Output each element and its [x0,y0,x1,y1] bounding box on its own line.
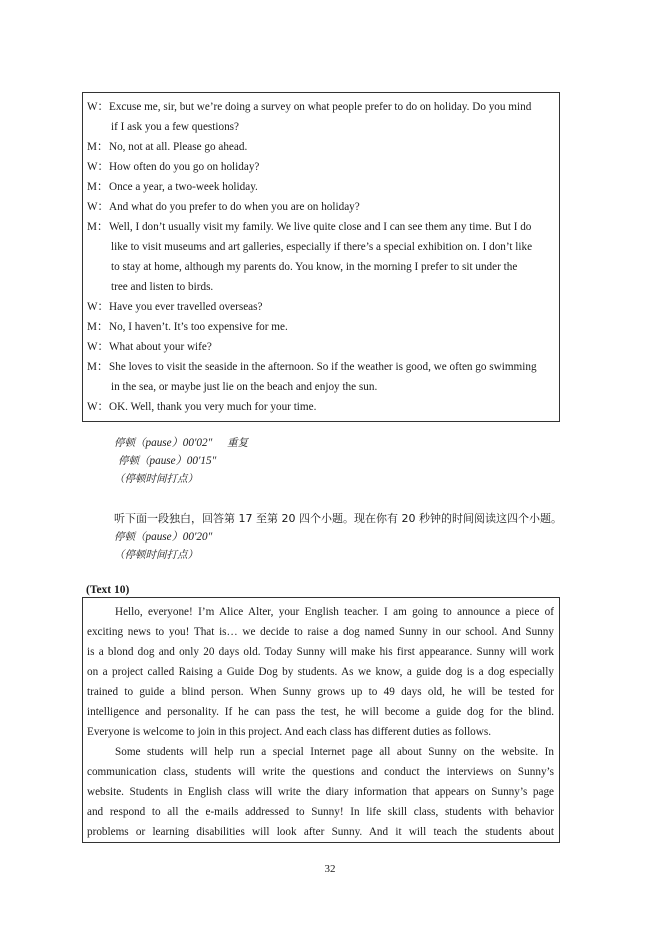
speaker-label: W： [87,401,109,413]
passage-line: is a blond dog and only 20 days old. Today Sunny will make his first appearance. Sunny will work [87,646,554,658]
dialogue-line: Have you ever travelled overseas? [109,301,263,313]
speaker-label: M： [87,321,109,333]
dialogue-line: Once a year, a two-week holiday. [109,181,258,193]
speaker-label: M： [87,361,109,373]
speaker-label: M： [87,181,109,193]
passage-line: and respond to all the e-mails addressed to Sunny! In life skill class, students with behavior [87,806,554,818]
dialogue-line: tree and listen to birds. [111,281,214,293]
passage-line: Some students will help run a special Internet page all about Sunny on the website. In [115,746,554,758]
dialogue-line: to stay at home, although my parents do. You know, in the morning I prefer to sit under the [111,261,518,273]
speaker-label: W： [87,341,109,353]
dialogue-line: Excuse me, sir, but we’re doing a survey on what people prefer to do on holiday. Do you mind [109,101,532,113]
passage-line: intelligence and personality. If he can pass the test, he will become a guide dog for the blind. [87,706,554,718]
dialogue-line: OK. Well, thank you very much for your time. [109,401,317,413]
tick-note-text: （停顿时间打点） [114,549,198,561]
tick-note [114,472,198,486]
speaker-label: M： [87,221,109,233]
instruction-text [114,512,562,526]
speaker-label: W： [87,101,109,113]
speaker-label: W： [87,161,109,173]
dialogue-line: And what do you prefer to do when you are on holiday? [109,201,360,213]
dialogue-line: No, I haven’t. It’s too expensive for me. [109,321,288,333]
pause-note [114,530,212,544]
passage-line: Hello, everyone! I’m Alice Alter, your English teacher. I am going to announce a piece of [115,606,554,618]
dialogue-line: No, not at all. Please go ahead. [109,141,248,153]
passage-line: Everyone is welcome to join in this project. And each class has different duties as follows. [87,726,492,738]
speaker-label: M： [87,141,109,153]
passage-line: website. Students in English class will write the diary information that appears on Sunny’s page [87,786,554,798]
passage-line: communication class, students will write the questions and conduct the interviews on Sunny’s [87,766,554,778]
pause-note-time: ）00′15″ [175,455,217,467]
speaker-label: W： [87,201,109,213]
dialogue-line: like to visit museums and art galleries, especially if there’s a special exhibition on. I don’t like [111,241,533,253]
passage-line: on a project called Raising a Guide Dog by students. As we know, a guide dog is a dog especially [87,666,554,678]
dialogue-line: How often do you go on holiday? [109,161,260,173]
section-title: (Text 10) [86,584,130,596]
passage-line: trained to guide a blind person. When Sunny grows up to 49 days old, he will be tested for [87,686,554,698]
passage-line: exciting news to you! That is… we decide to raise a dog named Sunny in our school. And Sunny [87,626,554,638]
dialogue-line: Well, I don’t usually visit my family. We live quite close and I can see them any time. But I do [109,221,532,233]
tick-note-text: （停顿时间打点） [114,473,198,485]
passage-line: problems or learning disabilities will look after Sunny. And it will teach the students about [87,826,554,838]
pause-note-time: ）00′02″ [171,437,213,449]
pause-note-en: pause [145,531,172,543]
speaker-label: W： [87,301,109,313]
dialogue-line: in the sea, or maybe just lie on the beach and enjoy the sun. [111,381,378,393]
dialogue-line: She loves to visit the seaside in the afternoon. So if the weather is good, we often go swimming [109,361,537,373]
pause-note-prefix: 停顿（ [118,455,150,467]
pause-note [114,436,248,450]
pause-note [118,454,216,468]
tick-note [114,548,198,562]
dialogue-line: if I ask you a few questions? [111,121,240,133]
page-number: 32 [324,863,336,875]
instruction-content: 听下面一段独白，回答第 17 至第 20 四个小题。现在你有 20 秒钟的时间阅读这四个小题。 [114,512,562,525]
repeat-label: 重复 [227,437,249,449]
dialogue-line: What about your wife? [109,341,212,353]
pause-note-time: ）00′20″ [171,531,213,543]
pause-note-prefix: 停顿（ [114,437,146,449]
pause-note-en: pause [145,437,172,449]
pause-note-en: pause [149,455,176,467]
pause-note-prefix: 停顿（ [114,531,146,543]
